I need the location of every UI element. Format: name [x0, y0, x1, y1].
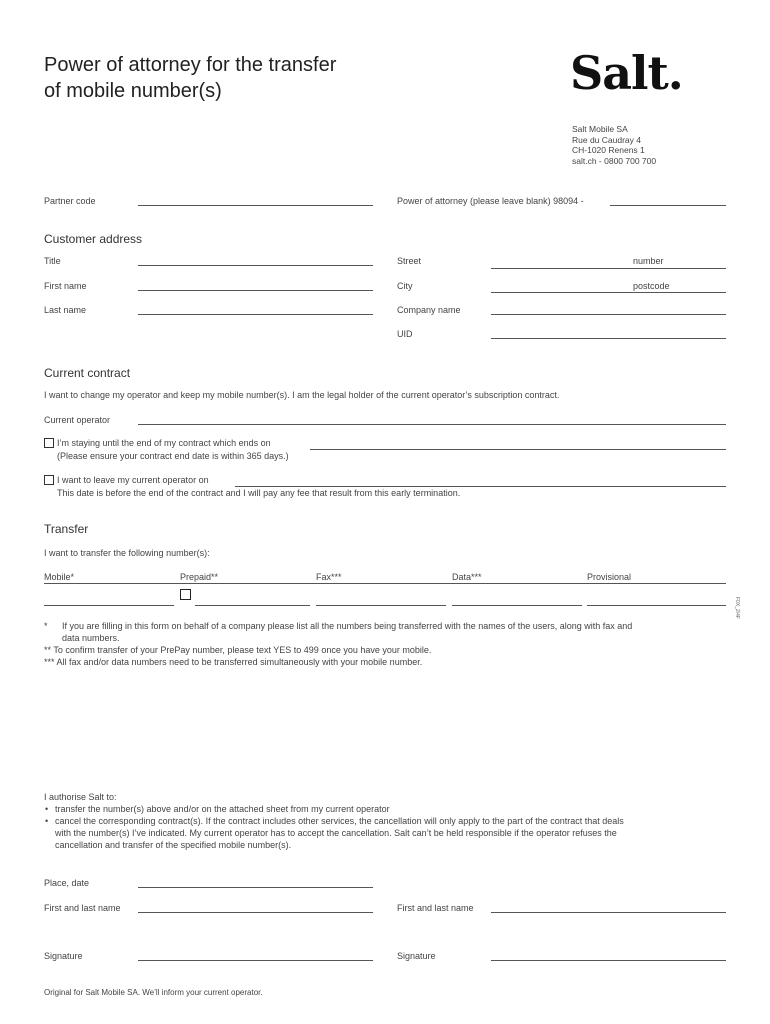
signature-label-right: Signature: [397, 951, 436, 961]
signature-field-right[interactable]: [491, 960, 726, 961]
note-1-line1: If you are filling in this form on behalf of a company please list all the numbers being transferred with the names of the users, along with fax and: [62, 621, 633, 631]
last-name-label: Last name: [44, 305, 87, 315]
authorise-list: [44, 803, 624, 851]
salt-logo: Salt.: [570, 46, 683, 100]
first-last-name-label-right: First and last name: [397, 903, 474, 913]
bullet-1-text: transfer the number(s) above and/or on the attached sheet from my current operator: [55, 804, 390, 814]
authorise-intro: I authorise Salt to:: [44, 792, 117, 802]
provisional-number-field[interactable]: [587, 605, 726, 606]
option2-line1: I want to leave my current operator on: [57, 475, 209, 485]
form-code: F0X_2/4F: [734, 597, 740, 619]
option1-line1: I’m staying until the end of my contract which ends on: [57, 438, 271, 448]
transfer-header-rule: [44, 583, 726, 584]
leave-operator-checkbox[interactable]: [44, 475, 54, 485]
note-2: ** To confirm transfer of your PrePay number, please text YES to 499 once you have your mobile.: [44, 645, 432, 655]
signature-label-left: Signature: [44, 951, 83, 961]
first-name-field[interactable]: [138, 290, 373, 291]
address-line: Rue du Caudray 4: [572, 134, 641, 145]
address-line: Salt Mobile SA: [572, 124, 628, 134]
customer-address-heading: Customer address: [44, 232, 143, 246]
footer-note: Original for Salt Mobile SA. We’ll inform your current operator.: [44, 988, 263, 997]
number-label: number: [633, 256, 664, 266]
column-prepaid: Prepaid**: [180, 572, 219, 582]
postcode-label: postcode: [633, 281, 670, 291]
title-line-2: of mobile number(s): [44, 80, 222, 102]
prepaid-checkbox[interactable]: [180, 589, 191, 600]
place-date-field[interactable]: [138, 887, 373, 888]
bullet-2-line2: with the number(s) I’ve indicated. My current operator has to accept the cancellation. Salt can’t be held responsible if the operator refuses the: [55, 828, 617, 838]
city-label: City: [397, 281, 413, 291]
current-contract-heading: Current contract: [44, 366, 131, 380]
poa-number-label: Power of attorney (please leave blank) 98094 -: [397, 196, 584, 206]
company-address: [572, 124, 656, 166]
address-line: salt.ch - 0800 700 700: [572, 155, 657, 166]
title-line-1: Power of attorney for the transfer: [44, 54, 337, 76]
transfer-heading: Transfer: [44, 522, 89, 536]
first-last-name-field-left[interactable]: [138, 912, 373, 913]
street-label: Street: [397, 256, 422, 266]
poa-number-field[interactable]: [610, 205, 726, 206]
street-field[interactable]: [491, 268, 726, 269]
uid-label: UID: [397, 329, 413, 339]
column-provisional: Provisional: [587, 572, 632, 582]
city-field[interactable]: [491, 292, 726, 293]
note-3: *** All fax and/or data numbers need to be transferred simultaneously with your mobile number.: [44, 657, 423, 667]
prepaid-field[interactable]: [195, 605, 310, 606]
first-name-label: First name: [44, 281, 87, 291]
authorise-bullet-1: [44, 803, 624, 815]
last-name-field[interactable]: [138, 314, 373, 315]
title-field[interactable]: [138, 265, 373, 266]
first-last-name-label-left: First and last name: [44, 903, 121, 913]
note-1-mark: *: [44, 621, 48, 631]
transfer-intro: I want to transfer the following number(s):: [44, 548, 210, 558]
mobile-number-field[interactable]: [44, 605, 174, 606]
option1-line2: (Please ensure your contract end date is within 365 days.): [57, 451, 289, 461]
option2-line2: This date is before the end of the contract and I will pay any fee that result from this early termination.: [57, 488, 461, 498]
uid-field[interactable]: [491, 338, 726, 339]
data-number-field[interactable]: [452, 605, 582, 606]
column-fax: Fax***: [316, 572, 342, 582]
first-last-name-field-right[interactable]: [491, 912, 726, 913]
authorise-bullet-2: [44, 815, 624, 851]
column-data: Data***: [452, 572, 482, 582]
column-mobile: Mobile*: [44, 572, 75, 582]
page-title: [44, 52, 444, 104]
title-label: Title: [44, 256, 61, 266]
company-name-label: Company name: [397, 305, 461, 315]
contract-end-date-field[interactable]: [310, 449, 726, 450]
fax-number-field[interactable]: [316, 605, 446, 606]
contract-intro: I want to change my operator and keep my mobile number(s). I am the legal holder of the current operator’s subscription contract.: [44, 390, 560, 400]
current-operator-field[interactable]: [138, 424, 726, 425]
staying-until-end-checkbox[interactable]: [44, 438, 54, 448]
address-line: CH-1020 Renens 1: [572, 145, 645, 155]
bullet-2-line3: cancellation and transfer of the specified mobile number(s).: [55, 840, 292, 850]
note-1-line2: data numbers.: [62, 633, 120, 643]
current-operator-label: Current operator: [44, 415, 111, 425]
partner-code-field[interactable]: [138, 205, 373, 206]
partner-code-label: Partner code: [44, 196, 96, 206]
bullet-2-line1: • cancel the corresponding contract(s). If the contract includes other services, the cancellation will only apply to the part of the contract that deals: [55, 816, 624, 826]
company-name-field[interactable]: [491, 314, 726, 315]
signature-field-left[interactable]: [138, 960, 373, 961]
place-date-label: Place, date: [44, 878, 90, 888]
